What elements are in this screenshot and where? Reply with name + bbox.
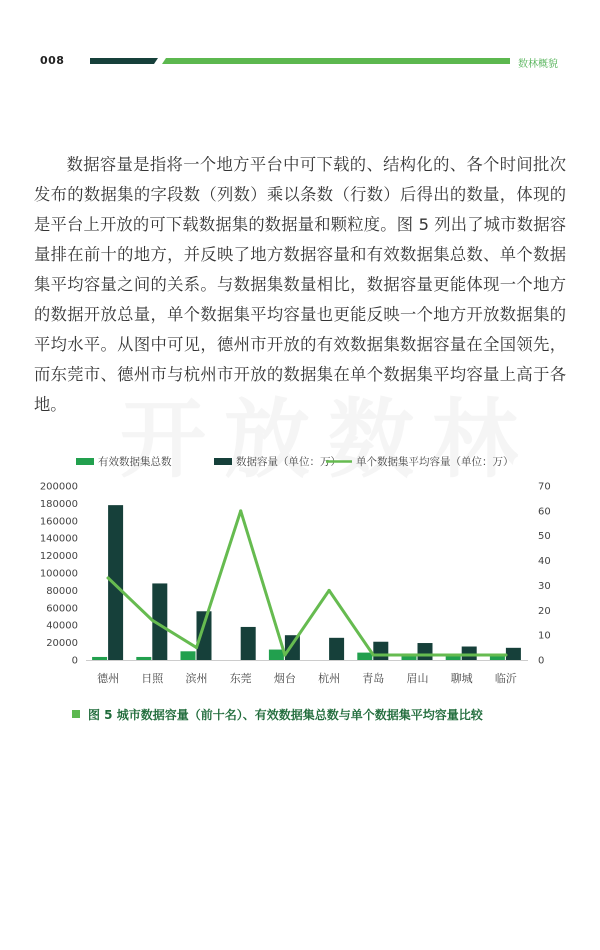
y-left-tick-3: 60000 [46, 603, 78, 615]
line-point-0-德州 [107, 576, 110, 579]
y-right-tick-6: 60 [538, 506, 551, 518]
header-bar-green [162, 58, 510, 64]
y-left-tick-4: 80000 [46, 585, 78, 597]
line-point-0-眉山 [416, 654, 419, 657]
x-tick-9: 临沂 [494, 672, 517, 685]
bar-1-德州 [108, 505, 123, 660]
y-left-tick-2: 40000 [46, 620, 78, 632]
legend-swatch-0 [76, 458, 94, 465]
line-point-0-杭州 [328, 589, 331, 592]
y-left-tick-7: 140000 [39, 533, 78, 545]
caption-marker [72, 710, 80, 718]
x-tick-6: 青岛 [362, 672, 385, 685]
line-point-0-临沂 [504, 654, 507, 657]
x-tick-8: 聊城 [450, 672, 473, 685]
bar-0-青岛 [357, 653, 372, 660]
caption-text: 图 5 城市数据容量（前十名）、有效数据集总数与单个数据集平均容量比较 [88, 708, 483, 722]
bar-0-德州 [92, 657, 107, 660]
y-right-tick-1: 10 [538, 630, 551, 642]
y-left-tick-8: 160000 [39, 516, 78, 528]
bar-1-杭州 [329, 638, 344, 660]
header-brand: 数林概貌 [518, 59, 558, 70]
y-right-tick-5: 50 [538, 531, 551, 543]
y-left-tick-1: 20000 [46, 638, 78, 650]
line-point-0-日照 [151, 619, 154, 622]
line-point-0-东莞 [239, 509, 242, 512]
line-point-0-青岛 [372, 654, 375, 657]
figure-caption [72, 706, 572, 723]
bar-1-临沂 [506, 648, 521, 660]
page-number: 008 [40, 54, 65, 67]
line-point-0-聊城 [460, 654, 463, 657]
y-right-tick-0: 0 [538, 655, 545, 667]
line-series-0 [108, 511, 506, 655]
bar-1-聊城 [462, 647, 477, 660]
bar-0-滨州 [181, 651, 196, 660]
chart [28, 450, 578, 695]
body-paragraph: 数据容量是指将一个地方平台中可下载的、结构化的、各个时间批次发布的数据集的字段数（列数）乘以条数（行数）后得出的数量，体现的是平台上开放的可下载数据集的数据量和颗粒度。图 5 列出了城市数据容量排在前十的地方，并反映了地方数据容量和有效数据集总数、单个数据集平均容量之间的关系。与数据集数量相比，数据容量更能体现一个地方的数据开放总量，单个数据集平均容量也更能反映一个地方开放数据集的平均水平。从图中可见，德州市开放的有效数据集数据容量在全国领先，而东莞市、德州市与杭州市开放的数据集在单个数据集平均容量上高于各地。 [34, 155, 566, 414]
bar-1-东莞 [241, 627, 256, 660]
legend-label-2: 单个数据集平均容量（单位：万） [356, 456, 514, 468]
legend-label-1: 数据容量（单位：万） [236, 456, 341, 468]
x-tick-3: 东莞 [229, 672, 252, 685]
x-tick-4: 烟台 [273, 672, 296, 685]
legend-swatch-1 [214, 458, 232, 465]
bar-1-眉山 [418, 643, 433, 660]
y-left-tick-6: 120000 [39, 551, 78, 563]
y-right-tick-2: 20 [538, 605, 551, 617]
chart-svg [28, 450, 578, 695]
x-tick-5: 杭州 [318, 672, 341, 685]
y-right-tick-7: 70 [538, 481, 551, 493]
x-tick-7: 眉山 [406, 672, 429, 685]
legend-label-0: 有效数据集总数 [98, 456, 172, 468]
bar-0-烟台 [269, 650, 284, 660]
x-tick-0: 德州 [97, 672, 120, 685]
x-tick-2: 滨州 [185, 672, 208, 685]
bar-1-青岛 [373, 642, 388, 660]
y-right-tick-3: 30 [538, 580, 551, 592]
x-tick-1: 日照 [141, 672, 164, 685]
header-bar-dark [90, 58, 158, 64]
y-left-tick-0: 0 [71, 655, 78, 667]
y-left-tick-10: 200000 [39, 481, 78, 493]
y-right-tick-4: 40 [538, 556, 551, 568]
bar-1-滨州 [197, 611, 212, 660]
line-point-0-烟台 [283, 654, 286, 657]
y-left-tick-5: 100000 [39, 568, 78, 580]
line-point-0-滨州 [195, 646, 198, 649]
bar-0-日照 [136, 657, 151, 660]
y-left-tick-9: 180000 [39, 498, 78, 510]
